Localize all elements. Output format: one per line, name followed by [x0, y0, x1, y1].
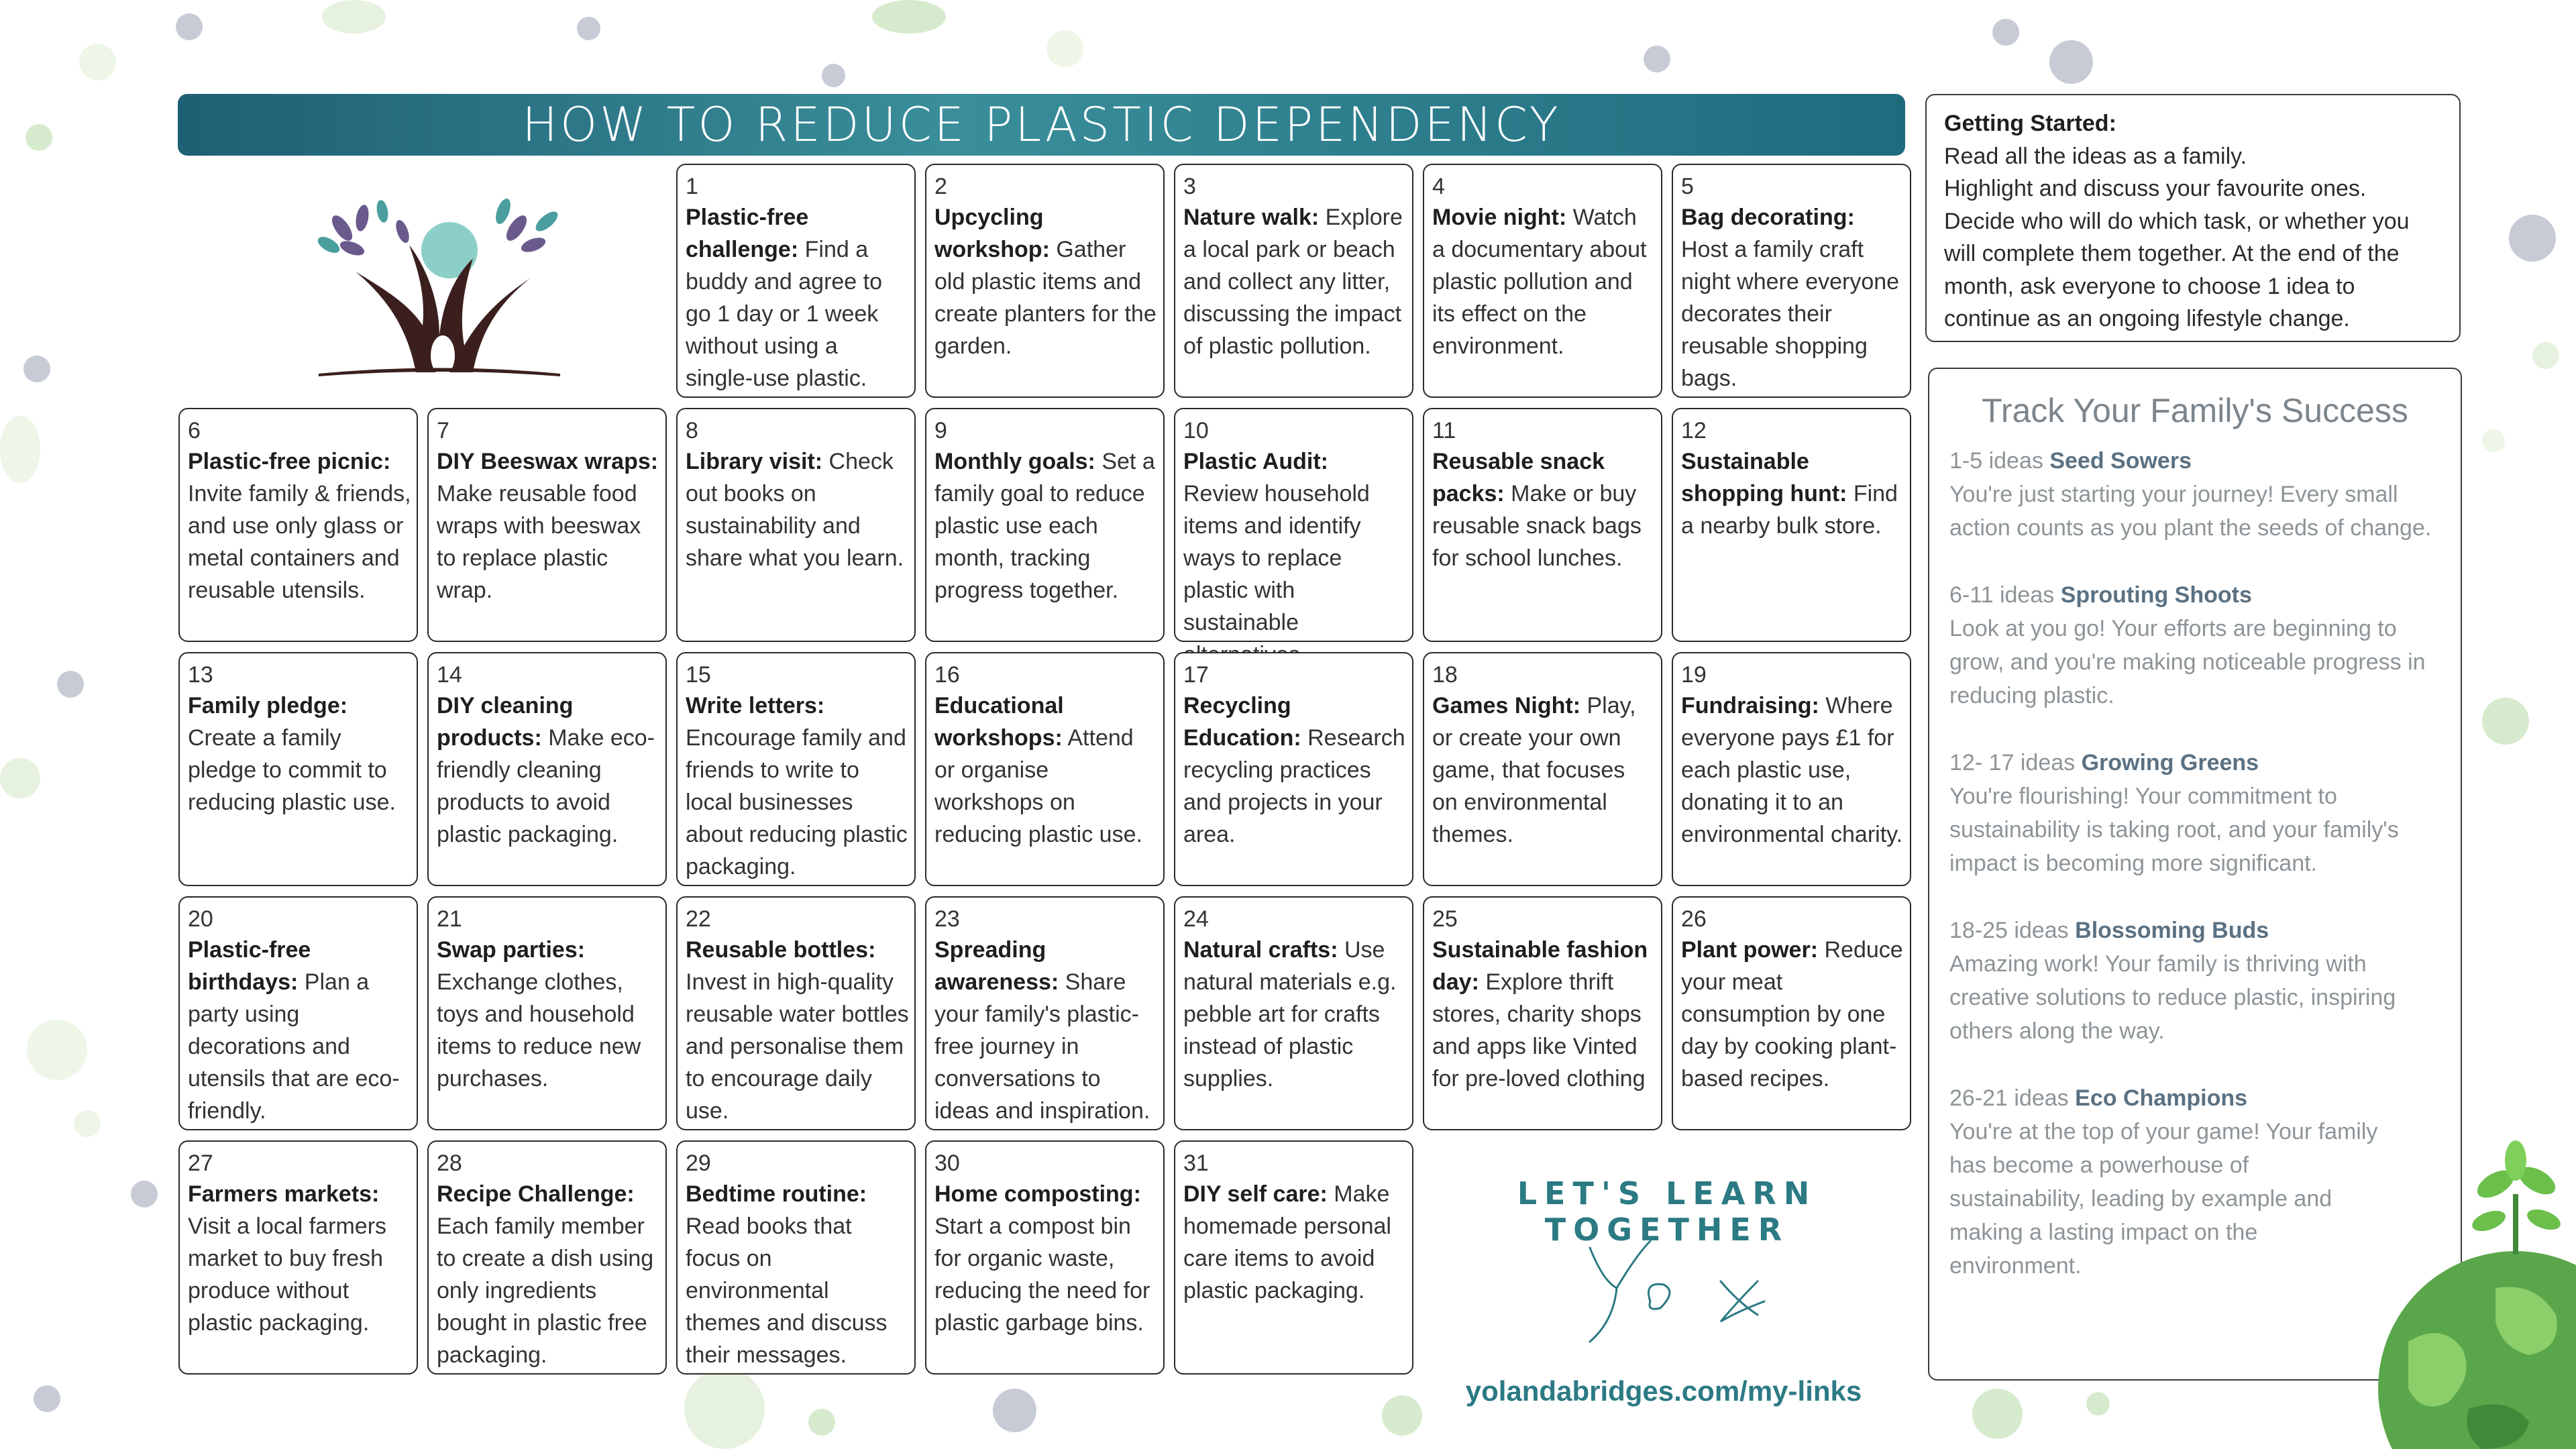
idea-text: Share your family's plastic-free journey in conversations to ideas and inspiration. [934, 969, 1150, 1124]
idea-text: Encourage family and friends to write to local businesses about reducing plastic packaging. [686, 725, 908, 879]
idea-text: Gather old plastic items and create planters for the garden. [934, 237, 1157, 359]
calendar-cell [676, 652, 916, 886]
tier-text: You're flourishing! Your commitment to sustainability is taking root, and your family's impact is becoming more significant. [1949, 784, 2399, 876]
idea-title: Spreading awareness: [934, 937, 1059, 995]
idea-text: Make eco-friendly cleaning products to avoid plastic packaging. [437, 725, 655, 847]
day-number: 1 [686, 174, 698, 199]
idea-text: Where everyone pays £1 for each plastic use, donating it to an environmental charity. [1681, 693, 1903, 847]
day-number: 9 [934, 418, 947, 443]
calendar-cell [676, 408, 916, 642]
day-number: 10 [1183, 418, 1209, 443]
idea-title: Nature walk: [1183, 205, 1320, 230]
idea-text: Research recycling practices and projects in your area. [1183, 725, 1405, 847]
day-number: 8 [686, 418, 698, 443]
idea-text: Set a family goal to reduce plastic use each month, tracking progress together. [934, 449, 1155, 603]
idea-title: Farmers markets: [188, 1181, 380, 1207]
tier-range: 12- 17 ideas [1949, 750, 2082, 775]
day-number: 12 [1681, 418, 1707, 443]
idea-title: Sustainable fashion day: [1432, 937, 1648, 995]
day-number: 6 [188, 418, 201, 443]
calendar-cell [1174, 896, 1413, 1130]
idea-text: Plan a party using decorations and utensils that are eco-friendly. [188, 969, 400, 1124]
idea-text: Use natural materials e.g. pebble art for crafts instead of plastic supplies. [1183, 937, 1397, 1091]
tier-text: You're just starting your journey! Every small action counts as you plant the seeds of change. [1949, 482, 2432, 541]
day-number: 19 [1681, 662, 1707, 688]
day-number: 2 [934, 174, 947, 199]
tree-logo-icon [315, 191, 564, 379]
tier-range: 26-21 ideas [1949, 1085, 2076, 1111]
calendar-cell [1423, 896, 1662, 1130]
idea-text: Exchange clothes, toys and household items to reduce new purchases. [437, 969, 641, 1091]
idea-title: Swap parties: [437, 937, 586, 963]
idea-title: Games Night: [1432, 693, 1581, 718]
idea-title: Movie night: [1432, 205, 1567, 230]
calendar-cell [178, 652, 418, 886]
calendar-cell [1174, 164, 1413, 398]
calendar-cell [1174, 408, 1413, 642]
tier-text: Amazing work! Your family is thriving with creative solutions to reduce plastic, inspiring others along the way. [1949, 951, 2396, 1044]
tier-name: Blossoming Buds [2075, 918, 2269, 943]
day-number: 11 [1432, 418, 1456, 443]
tier-range: 6-11 ideas [1949, 582, 2061, 608]
calendar-cell [427, 652, 667, 886]
calendar-cell [925, 1140, 1165, 1375]
page-title: HOW TO REDUCE PLASTIC DEPENDENCY [178, 94, 1905, 156]
idea-title: Write letters: [686, 693, 825, 718]
day-number: 28 [437, 1150, 462, 1176]
idea-title: Reusable bottles: [686, 937, 876, 963]
idea-title: Plastic Audit: [1183, 449, 1328, 474]
idea-title: DIY cleaning products: [437, 693, 574, 751]
day-number: 13 [188, 662, 213, 688]
day-number: 23 [934, 906, 960, 932]
calendar-cell [178, 896, 418, 1130]
calendar-cell [1672, 408, 1911, 642]
idea-title: Sustainable shopping hunt: [1681, 449, 1847, 506]
calendar-cell [925, 896, 1165, 1130]
idea-text: Find a buddy and agree to go 1 day or 1 week without using a single-use plastic. [686, 237, 883, 391]
idea-text: Invest in high-quality reusable water bottles and personalise them to encourage daily use. [686, 969, 909, 1124]
idea-title: Family pledge: [188, 693, 348, 718]
calendar-cell [427, 896, 667, 1130]
day-number: 15 [686, 662, 711, 688]
idea-text: Create a family pledge to commit to reducing plastic use. [188, 725, 396, 815]
day-number: 18 [1432, 662, 1458, 688]
calendar-cell [925, 652, 1165, 886]
idea-title: Recipe Challenge: [437, 1181, 635, 1207]
idea-title: Educational workshops: [934, 693, 1064, 751]
day-number: 16 [934, 662, 960, 688]
globe-plant-icon [2361, 1120, 2576, 1449]
calendar-cell [1672, 896, 1911, 1130]
idea-title: Plastic-free birthdays: [188, 937, 311, 995]
tier-range: 18-25 ideas [1949, 918, 2076, 943]
idea-text: Explore a local park or beach and collect any litter, discussing the impact of plastic pollution. [1183, 205, 1403, 359]
day-number: 26 [1681, 906, 1707, 932]
idea-title: DIY Beeswax wraps: [437, 449, 659, 474]
tier-item [1949, 746, 2440, 880]
day-number: 20 [188, 906, 213, 932]
calendar-cell [1174, 1140, 1413, 1375]
calendar-cell [178, 408, 418, 642]
calendar-cell [1672, 164, 1911, 398]
tier-name: Seed Sowers [2049, 448, 2192, 474]
idea-title: Bag decorating: [1681, 205, 1855, 230]
calendar-cell [1423, 164, 1662, 398]
idea-text: Make reusable food wraps with beeswax to replace plastic wrap. [437, 481, 641, 603]
getting-started-line: Highlight and discuss your favourite ones. [1944, 176, 2367, 201]
idea-title: Reusable snack packs: [1432, 449, 1605, 506]
day-number: 24 [1183, 906, 1209, 932]
getting-started-heading: Getting Started: [1944, 111, 2116, 136]
idea-title: DIY self care: [1183, 1181, 1328, 1207]
idea-text: Attend or organise workshops on reducing plastic use. [934, 725, 1142, 847]
getting-started-line: Read all the ideas as a family. [1944, 143, 2247, 169]
day-number: 25 [1432, 906, 1458, 932]
calendar-cell [1423, 408, 1662, 642]
idea-title: Upcycling workshop: [934, 205, 1050, 262]
track-heading: Track Your Family's Success [1982, 392, 2408, 429]
day-number: 14 [437, 662, 462, 688]
idea-text: Explore thrift stores, charity shops and apps like Vinted for pre-loved clothing [1432, 969, 1646, 1091]
tier-name: Sprouting Shoots [2060, 582, 2252, 608]
calendar-cell [676, 164, 916, 398]
idea-title: Plastic-free picnic: [188, 449, 391, 474]
idea-title: Natural crafts: [1183, 937, 1338, 963]
day-number: 4 [1432, 174, 1445, 199]
idea-title: Bedtime routine: [686, 1181, 867, 1207]
idea-text: Read books that focus on environmental themes and discuss their messages. [686, 1214, 888, 1368]
signature-icon [1576, 1228, 1798, 1348]
idea-text: Visit a local farmers market to buy fresh produce without plastic packaging. [188, 1214, 387, 1336]
calendar-cell [427, 408, 667, 642]
calendar-cell [676, 1140, 916, 1375]
day-number: 30 [934, 1150, 960, 1176]
tier-text: You're at the top of your game! Your family has become a powerhouse of sustainability, leading by example and making a lasting impact on the environment. [1949, 1119, 2378, 1279]
day-number: 21 [437, 906, 462, 932]
tier-item [1949, 444, 2440, 545]
tier-text: Look at you go! Your efforts are beginning to grow, and you're making noticeable progress in reducing plastic. [1949, 616, 2426, 708]
idea-text: Play, or create your own game, that focuses on environmental themes. [1432, 693, 1636, 847]
calendar-cell [925, 164, 1165, 398]
idea-text: Each family member to create a dish using only ingredients bought in plastic free packaging. [437, 1214, 654, 1368]
idea-title: Fundraising: [1681, 693, 1819, 718]
calendar-cell [1423, 652, 1662, 886]
calendar-cell [925, 408, 1165, 642]
idea-title: Recycling Education: [1183, 693, 1301, 751]
getting-started-box [1925, 94, 2461, 342]
day-number: 5 [1681, 174, 1694, 199]
tier-item [1949, 578, 2440, 712]
day-number: 29 [686, 1150, 711, 1176]
idea-text: Review household items and identify ways to replace plastic with sustainable [1183, 481, 1370, 635]
calendar-cell [427, 1140, 667, 1375]
idea-text: Host a family craft night where everyone decorates their reusable shopping bags. [1681, 237, 1900, 391]
idea-text: Watch a documentary about plastic pollution and its effect on the environment. [1432, 205, 1647, 359]
idea-text: Make or buy reusable snack bags for school lunches. [1432, 481, 1642, 571]
getting-started-line: Decide who will do which task, or whether you will complete them together. At the end of the month, ask everyone to choose 1 idea to continue as an ongoing lifestyle change. [1944, 208, 2410, 331]
day-number: 17 [1183, 662, 1209, 688]
calendar-cell [1672, 652, 1911, 886]
idea-text: Reduce your meat consumption by one day by cooking plant-based recipes. [1681, 937, 1903, 1091]
day-number: 31 [1183, 1150, 1209, 1176]
tier-name: Eco Champions [2075, 1085, 2248, 1111]
idea-title: Plastic-free challenge: [686, 205, 809, 262]
calendar-cell [178, 1140, 418, 1375]
day-number: 3 [1183, 174, 1196, 199]
idea-text: Invite family & friends, and use only glass or metal containers and reusable utensils. [188, 481, 411, 603]
idea-text: Find a nearby bulk store. [1681, 481, 1898, 539]
idea-text: Make homemade personal care items to avoid plastic packaging. [1183, 1181, 1391, 1303]
website-link[interactable]: yolandabridges.com/my-links [1465, 1375, 1862, 1407]
idea-title: Home composting: [934, 1181, 1141, 1207]
tier-range: 1-5 ideas [1949, 448, 2050, 474]
calendar-cell [676, 896, 916, 1130]
day-number: 7 [437, 418, 449, 443]
day-number: 22 [686, 906, 711, 932]
idea-title: Library visit: [686, 449, 823, 474]
learn-together-text: LET'S LEARN TOGETHER [1517, 1175, 1817, 1248]
tier-item [1949, 914, 2440, 1048]
tier-name: Growing Greens [2081, 750, 2259, 775]
day-number: 27 [188, 1150, 213, 1176]
idea-title: Plant power: [1681, 937, 1819, 963]
idea-text: Start a compost bin for organic waste, reducing the need for plastic garbage bins. [934, 1214, 1150, 1336]
idea-title: Monthly goals: [934, 449, 1095, 474]
idea-text: Check out books on sustainability and share what you learn. [686, 449, 904, 571]
calendar-cell [1174, 652, 1413, 886]
